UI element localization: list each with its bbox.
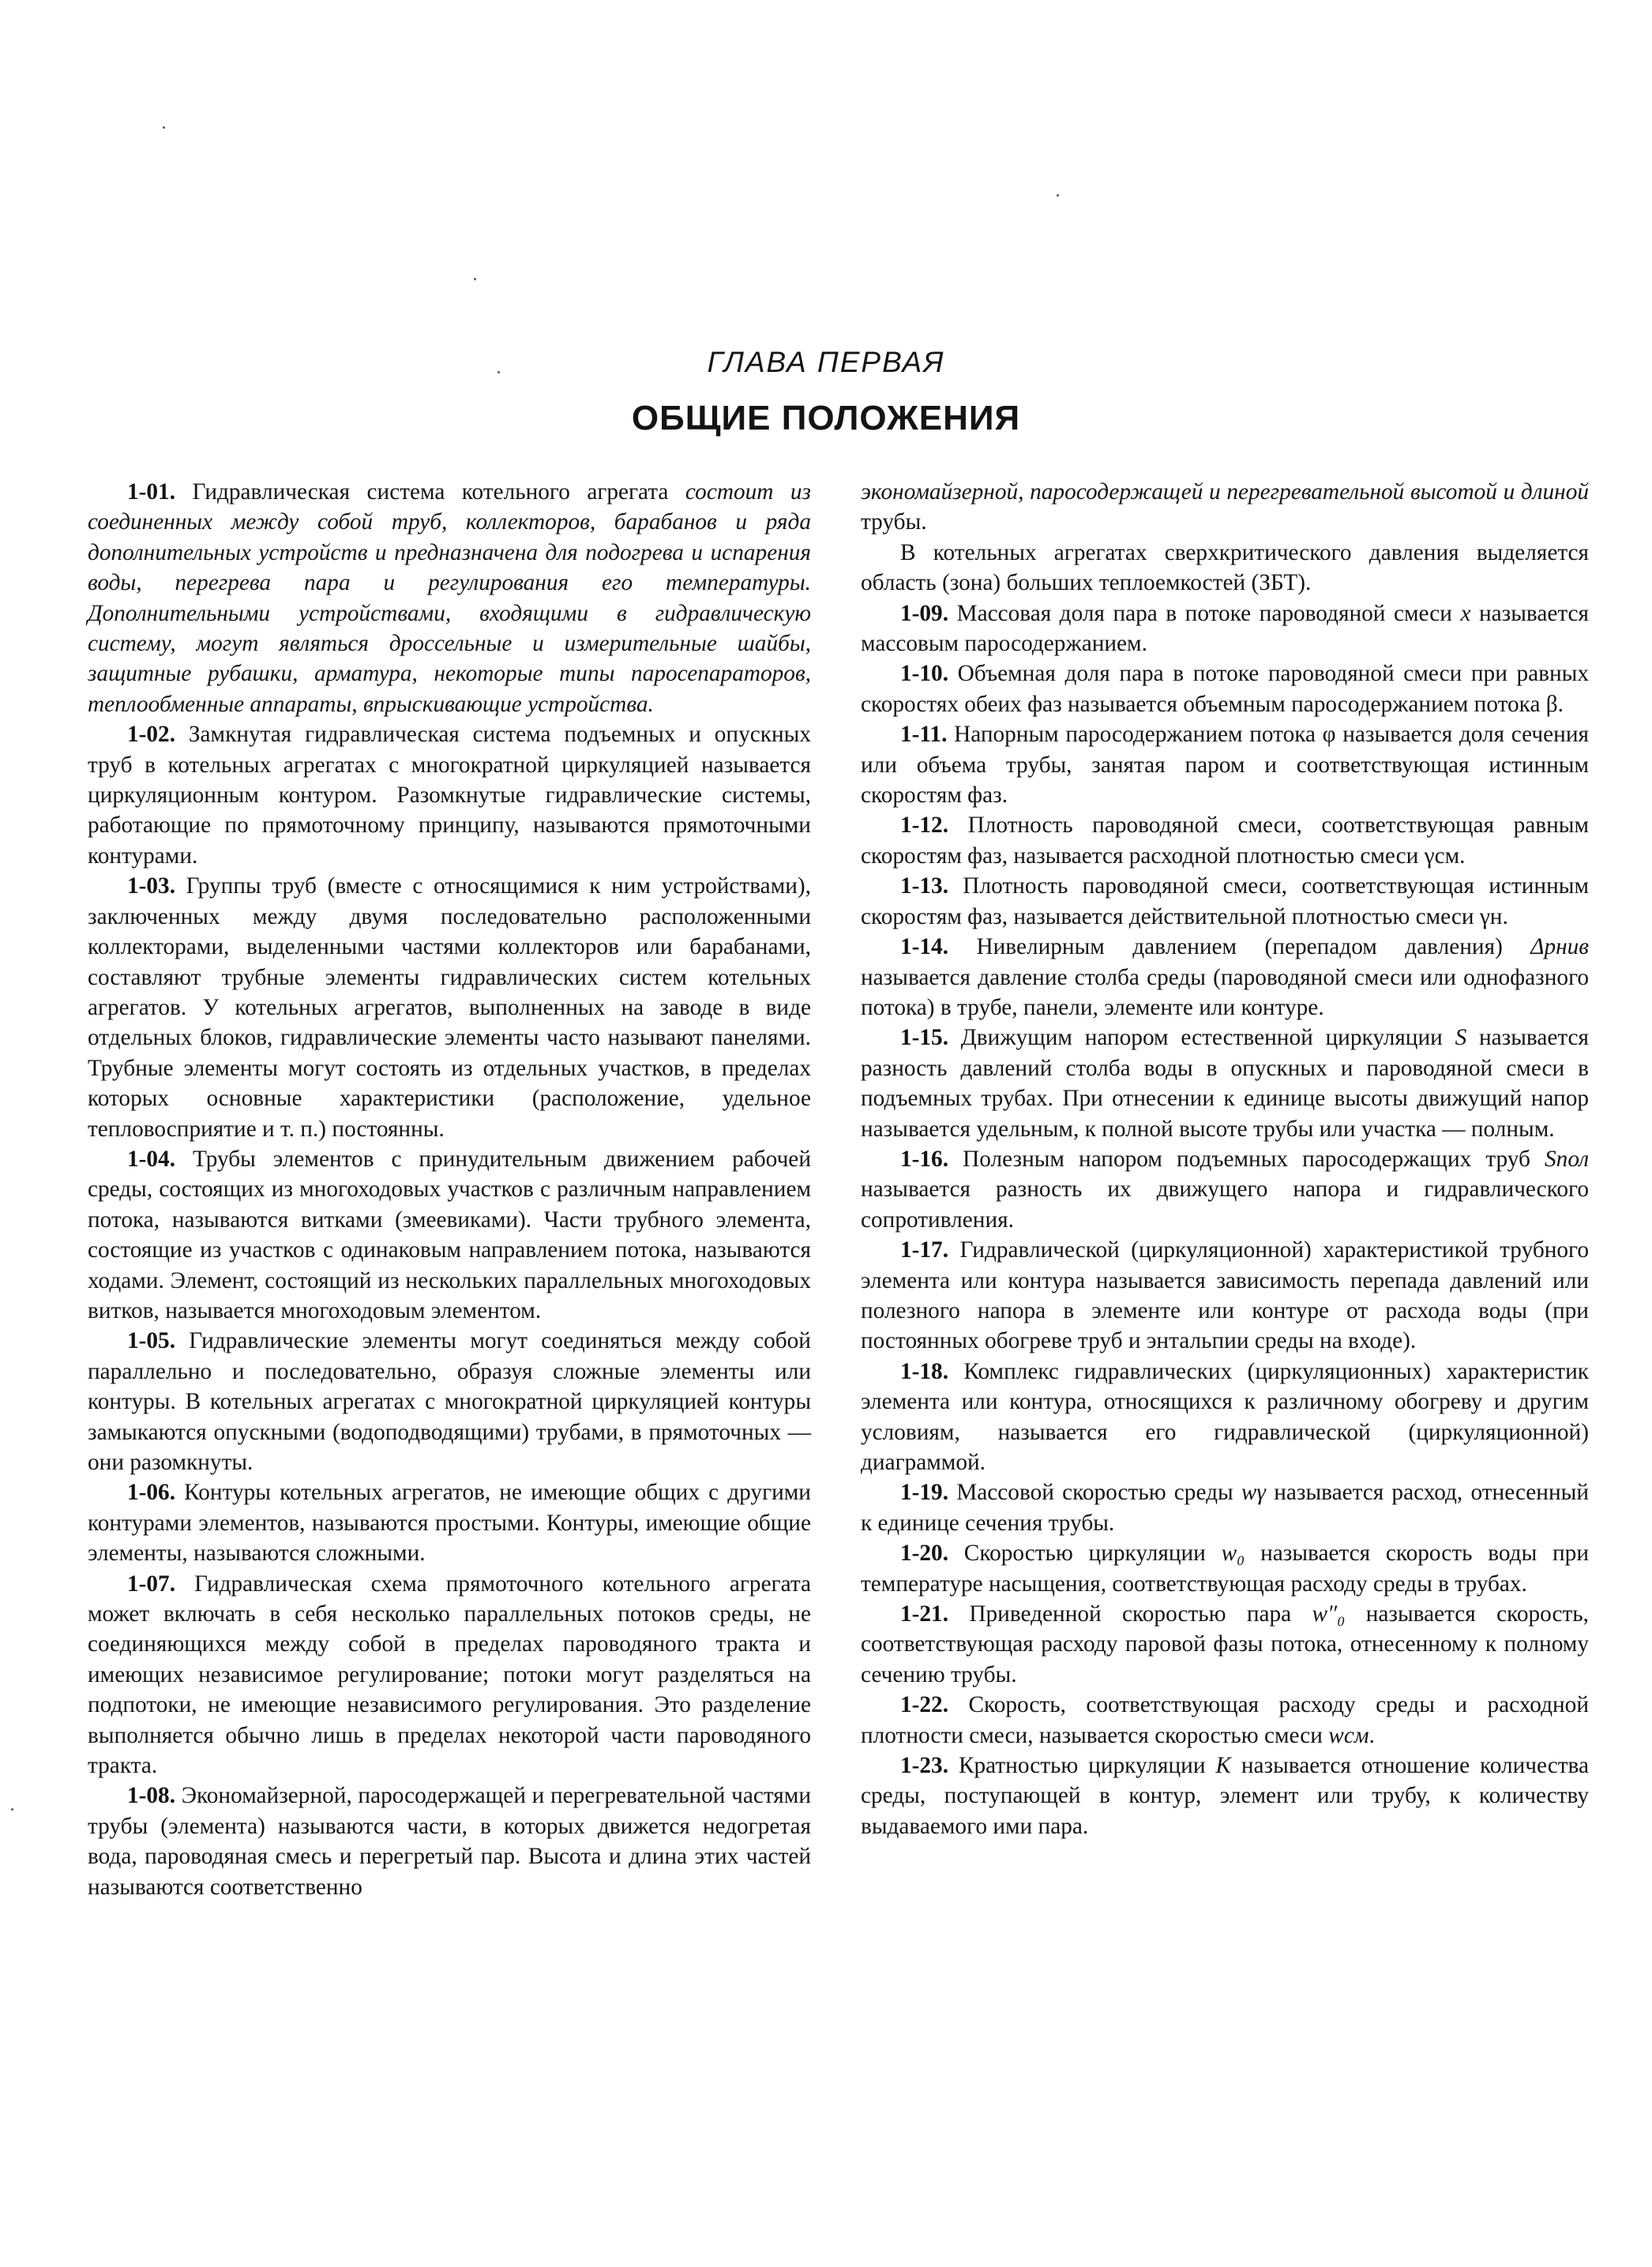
chapter-label: ГЛАВА ПЕРВАЯ — [707, 346, 945, 378]
term: простыми — [434, 1510, 535, 1536]
term: витками — [301, 1207, 383, 1233]
scan-speck — [163, 126, 165, 129]
paragraph-text: Трубы элементов с принудительным движением рабочей среды, состоящих из многоходовых участков с различным направлением потока, называются — [88, 1146, 811, 1233]
paragraph-number: 1-17. — [900, 1237, 949, 1263]
paragraph-text: (перепадом давления) — [1237, 934, 1531, 960]
paragraph-1-10 — [861, 659, 1589, 719]
paragraph-text: называется отношение количества среды, поступающей в контур, элемент или трубу, к количеству выдаваемого ими пара. — [861, 1753, 1590, 1839]
term: Полезным напором — [963, 1146, 1162, 1172]
paragraph-number: 1-06. — [127, 1480, 176, 1506]
paragraph-1-09 — [861, 599, 1589, 659]
paragraph-1-11 — [861, 719, 1589, 810]
paragraph-text — [948, 1480, 956, 1505]
paragraph-text: Замкнутая гидравлическая система подъемных и опускных труб в котельных агрегатах с многократной циркуляцией называется — [88, 722, 811, 778]
paragraph-number: 1-04. — [127, 1146, 176, 1172]
paragraph-1-07 — [88, 1569, 811, 1781]
paragraph-text: . — [192, 843, 198, 869]
paragraph-1-13 — [861, 871, 1589, 932]
text-column-right — [861, 477, 1589, 1841]
paragraph-text — [1291, 1601, 1312, 1627]
paragraph-text — [948, 1541, 964, 1566]
paragraph-text: . Контуры, имеющие общие элементы, называются — [88, 1510, 811, 1567]
paragraph-number: 1-07. — [127, 1571, 176, 1597]
term: объемным паросодержанием потока — [1183, 691, 1541, 717]
symbol: S — [1455, 1025, 1467, 1051]
text-column-left — [88, 477, 811, 1902]
paragraph-text — [948, 1147, 963, 1172]
paragraph-number: 1-16. — [900, 1146, 949, 1172]
paragraph-text: . Элемент, состоящий из нескольких параллельных многоходовых витков, называется — [88, 1267, 811, 1323]
term: многоходовым элементом — [280, 1297, 535, 1323]
paragraph-1-06 — [88, 1477, 811, 1568]
symbol: Sпол — [1545, 1146, 1590, 1172]
paragraph-text — [1206, 1541, 1222, 1566]
symbol: x — [1460, 600, 1471, 626]
paragraph-1-08-continued — [861, 477, 1589, 538]
paragraph-1-04 — [88, 1144, 811, 1326]
paragraph-text: γсм. — [1418, 843, 1466, 869]
term: Приведенной скоростью пара — [969, 1601, 1292, 1627]
paragraph-number: 1-18. — [900, 1358, 949, 1384]
paragraph-text: Массовая доля пара в потоке пароводяной смеси — [948, 600, 1461, 626]
paragraph-number: 1-21. — [900, 1601, 949, 1627]
paragraph-text: Скорость, соответствующая расходу среды и расходной плотности смеси, называется — [861, 1692, 1589, 1748]
term: Скоростью циркуляции — [963, 1541, 1206, 1567]
paragraph-1-03 — [88, 871, 811, 1144]
scan-speck — [11, 1808, 13, 1811]
paragraph-text — [948, 1025, 961, 1050]
paragraph-text: (змеевиками). Части трубного элемента, состоящие из участков с одинаковым направлением потока, называются — [88, 1207, 811, 1263]
paragraph-text: потока φ называется доля сечения или объема трубы, занятая паром и соответствующая истинным скоростям фаз. — [861, 722, 1589, 809]
term: Массовой скоростью среды — [956, 1480, 1233, 1506]
paragraph-text: β. — [1540, 691, 1564, 717]
paragraph-text: Плотность пароводяной смеси, соответствующая истинным скоростям фаз, называется — [861, 873, 1589, 929]
paragraph-1-08-zbt — [861, 538, 1589, 599]
paragraph-text: , к полной высоте трубы или участка — — [1072, 1116, 1471, 1142]
paragraph-1-19 — [861, 1477, 1589, 1538]
paragraph-number: 1-11. — [900, 722, 948, 748]
paragraph-text: трубного элемента или контура называется зависимость перепада давлений или полезного напора в элементе или контуре от расхода воды (при постоянных обогреве труб и энтальпии среды на входе). — [861, 1237, 1589, 1354]
paragraph-text — [1206, 1753, 1216, 1778]
symbol: w″₀ — [1312, 1601, 1346, 1627]
paragraph-text: Контуры котельных агрегатов, не имеющие общих с другими контурами элементов, называются — [88, 1480, 811, 1536]
paragraph-number: 1-10. — [900, 661, 949, 687]
chapter-title: ОБЩИЕ ПОЛОЖЕНИЯ — [631, 399, 1021, 437]
term: прямоточными контурами — [88, 813, 811, 869]
symbol: Δрнив — [1530, 934, 1589, 960]
symbol: K — [1215, 1753, 1231, 1779]
paragraph-text — [948, 1753, 959, 1778]
term: массовым паросодержанием — [861, 631, 1142, 657]
paragraph-text: Группы труб (вместе с относящимися к ним устройствами), заключенных между двумя последовательно расположенными коллекторами, выделенными частями коллекторов или барабанами, составляют трубные элементы гидравлических систем котельных агрегатов. У котельных агрегатов, выполненных на заводе в виде отдельных блоков, гидравлические элементы часто называют панелями. Трубные элементы могут состоять из отдельных участков, в пределах которых основные характеристики (расположение, удельное тепловосприятие и т. п.) постоянны. — [88, 873, 811, 1142]
term: Кратностью циркуляции — [958, 1753, 1206, 1779]
paragraph-text: . — [535, 1297, 542, 1323]
paragraph-text: Объемная доля пара в потоке пароводяной смеси при равных скоростях обеих фаз называется — [861, 661, 1589, 717]
paragraph-number: 1-05. — [127, 1328, 176, 1354]
paragraph-number: 1-22. — [900, 1692, 949, 1718]
paragraph-text: называется скорость воды при температуре насыщения, соответствующая расходу среды в трубах. — [861, 1541, 1590, 1597]
term: сложными — [315, 1541, 420, 1567]
term: ходами — [88, 1267, 159, 1293]
paragraph-text: . — [1141, 631, 1147, 657]
paragraph-number: 1-19. — [900, 1480, 949, 1506]
paragraph-number: 1-13. — [900, 873, 949, 899]
paragraph-text: называется давление столба среды (пароводяной смеси или однофазного потока) в трубе, панели, элементе или контуре. — [861, 964, 1589, 1020]
paragraph-text: называется — [1470, 600, 1589, 626]
paragraph-text: называется разность их движущего напора и гидравлического сопротивления. — [861, 1177, 1589, 1233]
term: полным — [1470, 1116, 1549, 1142]
paragraph-text: . — [1549, 1116, 1555, 1142]
symbol: wγ — [1241, 1480, 1266, 1506]
paragraph-number: 1-12. — [900, 813, 949, 839]
term: Движущим напором — [960, 1025, 1169, 1051]
paragraph-text: . Разомкнутые гидравлические системы, работающие по прямоточному принципу, называются — [88, 783, 811, 839]
paragraph-text — [948, 1601, 969, 1627]
paragraph-text: В котельных агрегатах сверхкритического давления выделяется область (зона) больших теплоемкостей (ЗБТ). — [861, 539, 1589, 596]
paragraph-1-21 — [861, 1599, 1589, 1690]
term: действительной плотностью смеси — [1128, 903, 1474, 929]
paragraph-1-17 — [861, 1235, 1589, 1357]
paragraph-1-02 — [88, 719, 811, 871]
paragraph-1-15 — [861, 1023, 1589, 1144]
symbol: wсм — [1328, 1722, 1369, 1748]
paragraph-text-italic: состоит из соединенных между собой труб, коллекторов, барабанов и ряда дополнительных устройств и предназначена для подогрева и испарения воды, перегрева пара и регулирования его температуры. Дополнительными устройствами, входящими в гидравлическую систему, могут являться дроссельные и измерительные шайбы, защитные рубашки, арматура, некоторые типы паросепараторов, теплообменные аппараты, впрыскивающие устройства. — [88, 479, 811, 717]
paragraph-number: 1-03. — [127, 873, 176, 899]
paragraph-1-05 — [88, 1326, 811, 1477]
paragraph-text: . — [979, 1450, 986, 1475]
term: скоростью смеси — [1155, 1722, 1323, 1748]
paragraph-text — [948, 934, 976, 959]
paragraph-1-22 — [861, 1690, 1589, 1751]
paragraph-number: 1-01. — [127, 479, 176, 505]
paragraph-text: Гидравлическая схема прямоточного котельного агрегата может включать в себя несколько параллельных потоков среды, не соединяющихся между собой в пределах пароводяного тракта и имеющих независимое регулирование; потоки могут разделяться на подпотоки, не имеющие независимого регулирования. Это разделение выполняется обычно лишь в пределах некоторой части пароводяного тракта. — [88, 1571, 811, 1779]
paragraph-1-18 — [861, 1357, 1589, 1478]
paragraph-1-16 — [861, 1144, 1589, 1235]
paragraph-text: Комплекс гидравлических (циркуляционных) характеристик элемента или контура, относящихся к различному обогреву и другим условиям, называется его — [861, 1358, 1589, 1445]
paragraph-text: естественной циркуляции — [1168, 1025, 1455, 1051]
paragraph-number: 1-09. — [900, 600, 949, 626]
paragraph-text: Гидравлическая система котельного агрегата — [175, 479, 685, 505]
paragraph-text: называется скорость, соответствующая расходу паровой фазы потока, отнесенному к полному сечению трубы. — [861, 1601, 1589, 1687]
paragraph-1-20 — [861, 1538, 1589, 1599]
paragraph-1-12 — [861, 810, 1589, 871]
scan-speck — [474, 278, 476, 280]
paragraph-number: 1-23. — [900, 1753, 949, 1779]
paragraph-text: трубы. — [861, 509, 927, 535]
paragraph-text: подъемных паросодержащих труб — [1162, 1146, 1545, 1172]
paragraph-1-08 — [88, 1781, 811, 1902]
paragraph-text: Гидравлические элементы могут соединяться между собой параллельно и последовательно, образуя сложные элементы или контуры. В котельных агрегатах с многократной циркуляцией контуры замыкаются опускными (водоподводящими) трубами, в прямоточных — они разомкнуты. — [88, 1328, 811, 1475]
paragraph-1-23 — [861, 1751, 1589, 1841]
paragraph-text: γн. — [1474, 903, 1508, 929]
paragraph-1-01 — [88, 477, 811, 719]
paragraph-text: Экономайзерной, паросодержащей и перегревательной частями трубы (элемента) называются части, в которых движется недогретая вода, пароводяная смесь и перегретый пар. Высота и длина этих частей называются соответственно — [88, 1783, 811, 1900]
term: циркуляционным контуром — [88, 783, 372, 809]
term: гидравлической (циркуляционной) диаграммой — [861, 1419, 1589, 1475]
paragraph-text: называется расход, отнесенный к единице сечения трубы. — [861, 1480, 1590, 1536]
paragraph-text: . — [1369, 1722, 1375, 1748]
term: удельным — [976, 1116, 1073, 1142]
paragraph-text: . — [419, 1541, 426, 1567]
paragraph-number: 1-02. — [127, 722, 176, 748]
term: Напорным паросодержанием — [954, 722, 1243, 748]
paragraph-text: Плотность пароводяной смеси, соответствующая равным скоростям фаз, называется — [861, 813, 1589, 869]
paragraph-number: 1-08. — [127, 1783, 176, 1809]
paragraph-number: 1-14. — [900, 934, 949, 960]
paragraph-1-14 — [861, 932, 1589, 1023]
paragraph-text — [1233, 1480, 1241, 1505]
paragraph-text: называется разность давлений столба воды в опускных и пароводяной смеси в подъемных трубах. При отнесении к единице высоты движущий напор называется — [861, 1025, 1590, 1142]
term: расходной плотностью смеси — [1128, 843, 1419, 869]
paragraph-text — [948, 1237, 959, 1263]
paragraph-number: 1-20. — [900, 1541, 949, 1567]
term: Нивелирным давлением — [976, 934, 1237, 960]
paragraph-number: 1-15. — [900, 1025, 949, 1051]
scan-speck — [1057, 194, 1059, 197]
term-italic: экономайзерной, паросодержащей и перегревательной высотой и длиной — [861, 479, 1589, 505]
term: Гидравлической (циркуляционной) характеристикой — [959, 1237, 1489, 1263]
symbol: w₀ — [1221, 1541, 1245, 1567]
paragraph-text — [947, 722, 954, 747]
